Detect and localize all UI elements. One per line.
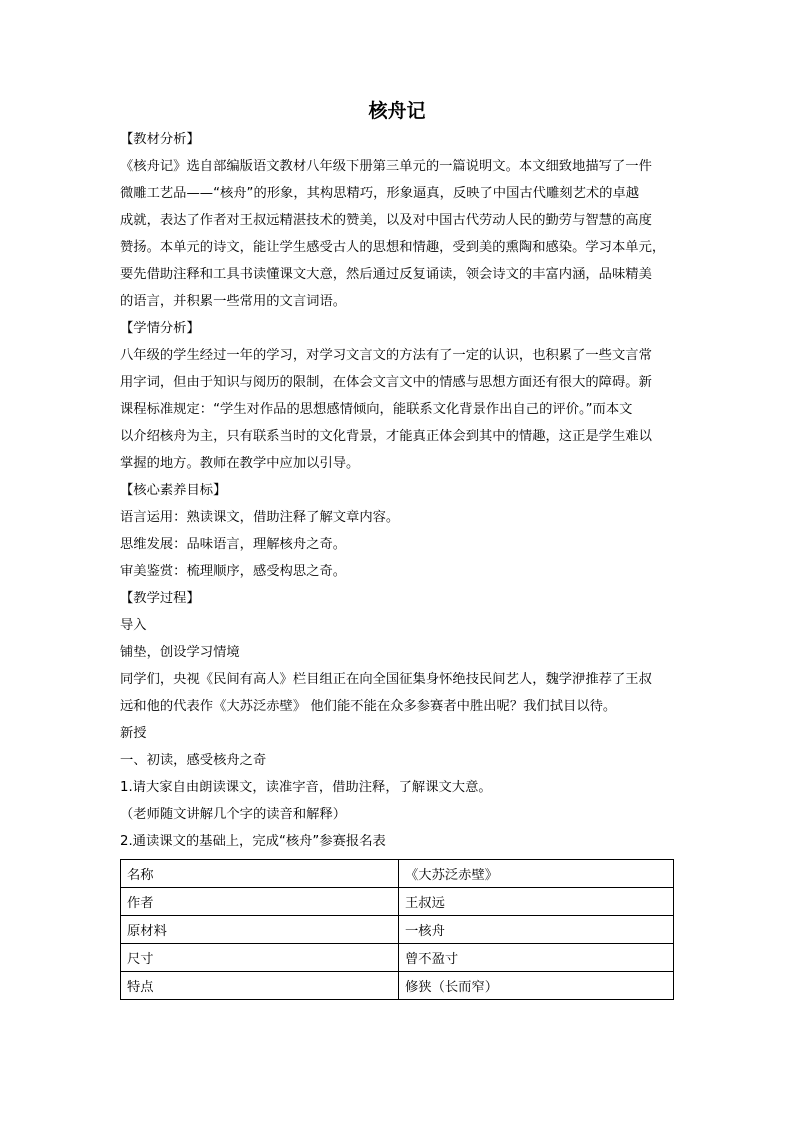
paragraph-line: 用字词，但由于知识与阅历的限制，在体会文言文中的情感与思想方面还有很大的障碍。新 [120,375,652,390]
table-row [121,944,674,972]
paragraph-line: 《核舟记》选自部编版语文教材八年级下册第三单元的一篇说明文。本文细致地描写了一件 [120,159,652,174]
document-page [120,96,674,1000]
paragraph-line: 的语言，并积累一些常用的文言词语。 [120,294,347,309]
table-cell-label: 尺寸 [121,944,399,972]
table-row [121,972,674,1000]
textbook-analysis-paragraph [120,153,674,315]
table-row [121,860,674,888]
process-line: 同学们，央视《民间有高人》栏目组正在向全国征集身怀绝技民间艺人，魏学洢推荐了王叔 [120,672,652,687]
table-cell-value: 王叔远 [399,888,674,916]
table-cell-value: 曾不盈寸 [399,944,674,972]
goal-item: 思维发展：品味语言，理解核舟之奇。 [120,537,347,552]
table-cell-value: 一核舟 [399,916,674,944]
goal-item: 审美鉴赏：梳理顺序，感受构思之奇。 [120,564,347,579]
paragraph-line: 八年级的学生经过一年的学习，对学习文言文的方法有了一定的认识，也积累了一些文言常 [120,348,652,363]
process-line: 铺垫，创设学习情境 [120,645,240,660]
table-cell-value: 《大苏泛赤壁》 [399,860,674,888]
section-heading-student: 【学情分析】 [120,321,200,336]
process-line: （老师随文讲解几个字的读音和解释） [120,807,347,822]
paragraph-line: 以介绍核舟为主，只有联系当时的文化背景，才能真正体会到其中的情趣，这正是学生难以 [120,429,652,444]
core-goals-list [120,504,674,585]
table-cell-label: 作者 [121,888,399,916]
table-cell-label: 特点 [121,972,399,1000]
process-line: 一、初读，感受核舟之奇 [120,753,267,768]
paragraph-line: 赞扬。本单元的诗文，能让学生感受古人的思想和情趣，受到美的熏陶和感染。学习本单元， [120,240,666,255]
process-line: 1.请大家自由朗读课文，读准字音，借助注释，了解课文大意。 [120,780,492,795]
paragraph-line: 课程标准规定：“学生对作品的思想感情倾向，能联系文化背景作出自己的评价。”而本文 [120,402,633,417]
process-line: 远和他的代表作《大苏泛赤壁》 他们能不能在众多参赛者中胜出呢？我们拭目以待。 [120,699,617,714]
paragraph-line: 成就，表达了作者对王叔远精湛技术的赞美，以及对中国古代劳动人民的勤劳与智慧的高度 [120,213,652,228]
section-heading-textbook: 【教材分析】 [120,132,200,147]
table-row [121,916,674,944]
paragraph-line: 掌握的地方。教师在教学中应加以引导。 [120,456,360,471]
goal-item: 语言运用：熟读课文，借助注释了解文章内容。 [120,510,400,525]
process-line: 新授 [120,726,147,741]
section-heading-goals: 【核心素养目标】 [120,483,227,498]
process-line: 导入 [120,618,147,633]
process-line: 2.通读课文的基础上，完成“核舟”参赛报名表 [120,834,386,849]
registration-table [120,859,674,1000]
document-title: 核舟记 [368,100,426,122]
table-row [121,888,674,916]
table-cell-label: 原材料 [121,916,399,944]
student-analysis-paragraph [120,342,674,477]
paragraph-line: 要先借助注释和工具书读懂课文大意，然后通过反复诵读，领会诗文的丰富内涵，品味精美 [120,267,652,282]
teaching-process [120,612,674,855]
paragraph-line: 微雕工艺品——“核舟”的形象，其构思精巧，形象逼真，反映了中国古代雕刻艺术的卓越 [120,186,640,201]
table-cell-label: 名称 [121,860,399,888]
section-heading-process: 【教学过程】 [120,591,200,606]
table-cell-value: 修狭（长而窄） [399,972,674,1000]
